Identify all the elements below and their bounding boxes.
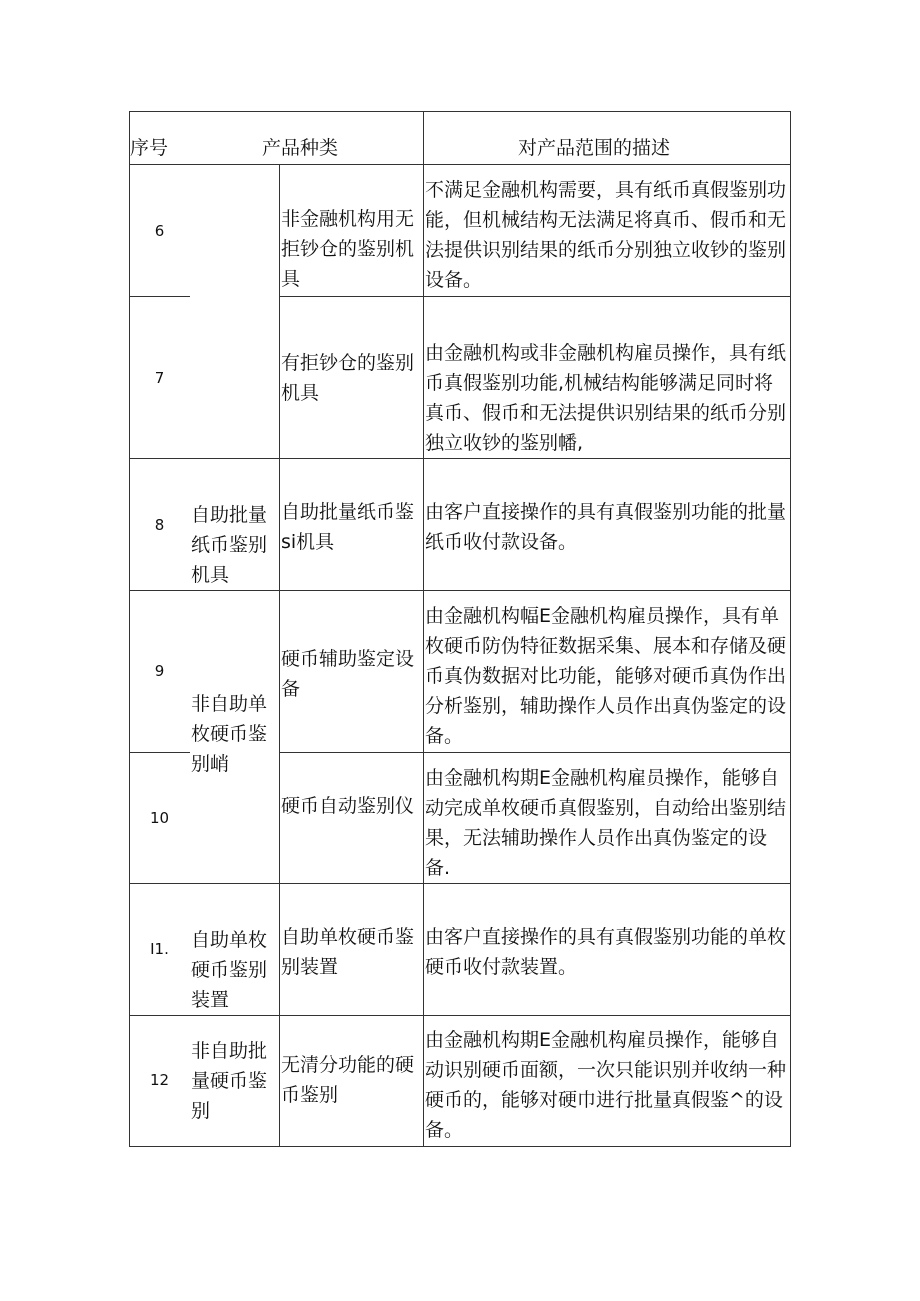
row-12-seq: 12 [149, 1071, 170, 1089]
row-7-desc: 由金融机构或非金融机构雇员操作，具有纸币真假鉴别功能,机械结构能够满足同时将真币、假币和无法提供识别结果的纸币分别独立收钞的鉴别幡, [425, 342, 787, 454]
description-divider [423, 111, 424, 1147]
header-category: 产品种类 [262, 137, 339, 159]
row-11-group: 自助单枚硬币鉴别装置 [191, 929, 268, 1011]
row-9-type: 硬币辅助鉴定设备 [281, 648, 415, 700]
table-right-border [790, 111, 791, 1147]
table-top-border [129, 111, 790, 112]
row-10-bottom [129, 883, 790, 884]
row-9-bottom [279, 752, 790, 753]
row-9-bottom-seq [129, 752, 190, 753]
row-10-seq: 10 [149, 809, 170, 827]
table-left-border [129, 111, 130, 1147]
row-12-desc: 由金融机构期E金融机构雇员操作，能够自动识别硬币面额，一次只能识别并收纳一种硬币的，能够对硬巾进行批量真假鉴^的设备。 [425, 1029, 787, 1141]
row-10-desc: 由金融机构期E金融机构雇员操作，能够自动完成单枚硬币真假鉴别，自动给出鉴别结果，无法辅助操作人员作出真伪鉴定的设备. [425, 767, 787, 879]
row-9-desc: 由金融机构幅E金融机构雇员操作，具有单枚硬币防伪特征数据采集、展本和存储及硬币真伪数据对比功能，能够对硬币真伪作出分析鉴别，辅助操作人员作出真伪鉴定的设备。 [425, 605, 787, 747]
header-bottom-border [129, 164, 790, 165]
header-description: 对产品范围的描述 [518, 137, 671, 159]
row-6-seq: 6 [154, 222, 165, 240]
row-7-type: 有拒钞仓的鉴别机具 [281, 352, 415, 404]
row-12-type: 无清分功能的硬币鉴别 [281, 1054, 415, 1106]
table-bottom-border [129, 1146, 790, 1147]
row-6-bottom [279, 296, 790, 297]
row-7-bottom [129, 458, 790, 459]
row-8-type: 自助批量纸币鉴si机具 [281, 501, 415, 553]
row-11-seq: I1. [150, 940, 169, 958]
row-10-type: 硬币自动鉴别仪 [281, 795, 415, 817]
row-6-desc: 不满足金融机构需要，具有纸币真假鉴别功能，但机械结构无法满足将真币、假币和无法提供识别结果的纸币分别独立收钞的鉴别设备。 [425, 179, 787, 291]
row-12-group: 非自助批量硬币鉴别 [191, 1040, 268, 1122]
category-divider [279, 164, 280, 1147]
row-8-seq: 8 [154, 516, 165, 534]
row-6-type: 非金融机构用无拒钞仓的鉴别机具 [281, 208, 415, 290]
row-11-desc: 由客户直接操作的具有真假鉴别功能的单枚硬币收付款装置。 [425, 926, 787, 978]
header-seq: 序号 [130, 137, 169, 159]
row-11-bottom [129, 1015, 790, 1016]
row-8-bottom [129, 590, 790, 591]
coin-nonself-group: 非自助单枚硬币鉴别峭 [191, 693, 268, 775]
row-8-group: 自助批量纸币鉴别机具 [191, 504, 268, 586]
row-6-bottom-seq [129, 296, 190, 297]
row-7-seq: 7 [154, 369, 165, 387]
row-9-seq: 9 [154, 662, 165, 680]
row-11-type: 自助单枚硬币鉴别装置 [281, 926, 415, 978]
row-8-desc: 由客户直接操作的具有真假鉴别功能的批量纸币收付款设备。 [425, 501, 787, 553]
